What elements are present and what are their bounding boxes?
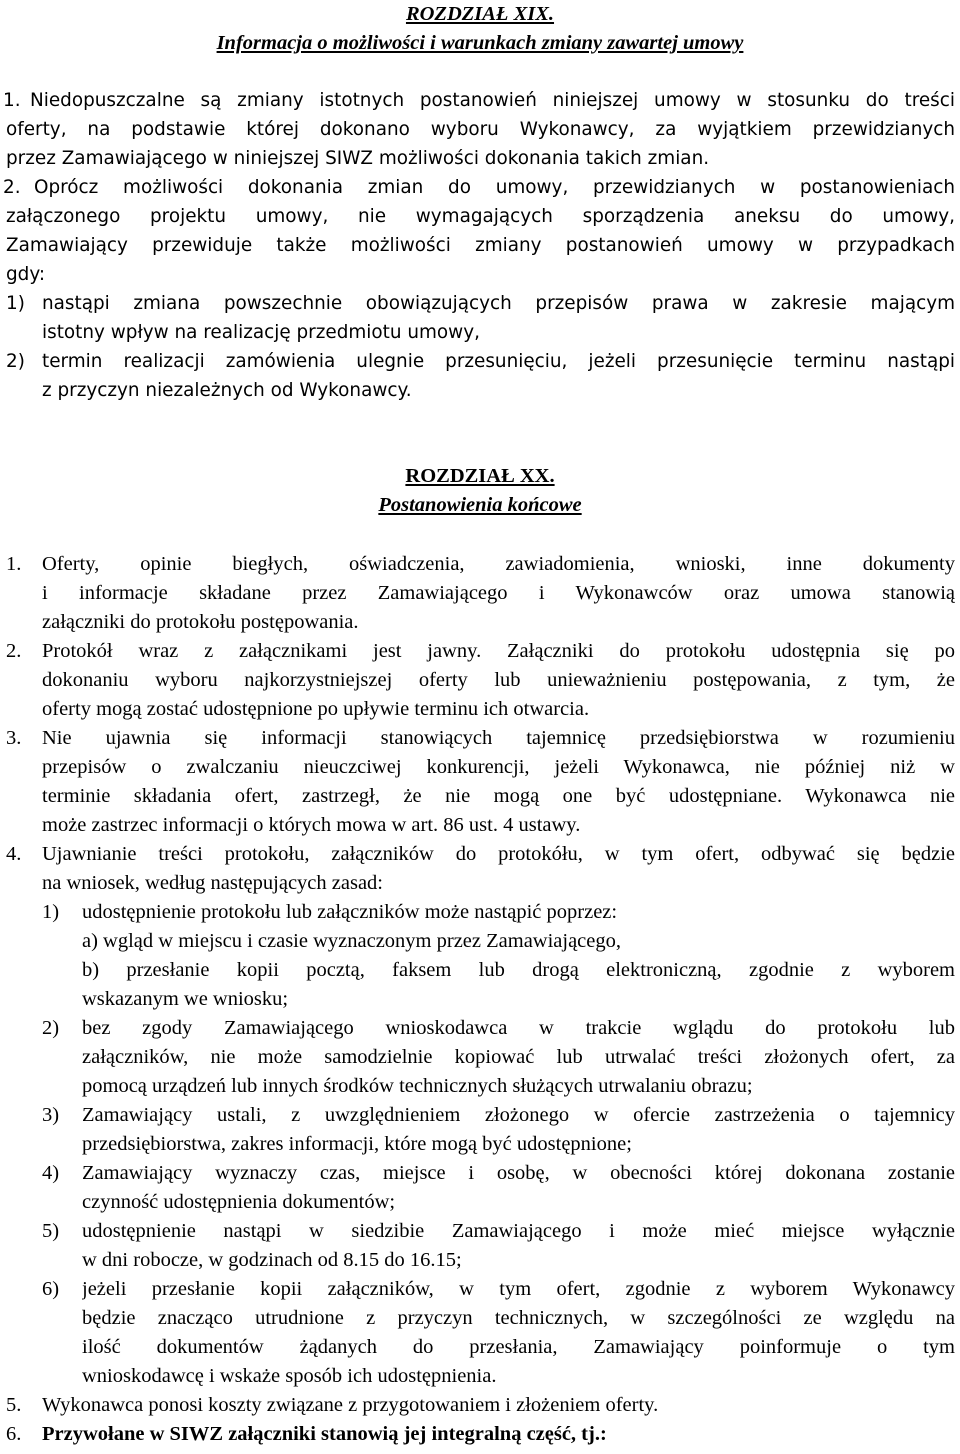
ch19-p2-item-line: istotny wpływ na realizację przedmiotu umowy,: [42, 322, 480, 343]
p4-item-line: wnioskodawcę i wskaże sposób ich udostępnienia.: [82, 1365, 497, 1387]
p4-subitem-line: a) wgląd w miejscu i czasie wyznaczonym przez Zamawiającego,: [82, 930, 622, 952]
ch20-para-line: terminie składania ofert, zastrzegł, że nie mogą one być udostępniane. Wykonawca nie: [42, 785, 955, 807]
p4-item-number: 2): [42, 1017, 60, 1039]
ch19-p2-item-number: 1): [6, 293, 25, 314]
ch19-p2-line: załączonego projektu umowy, nie wymagających sporządzenia aneksu do umowy,: [6, 206, 955, 227]
p4-item-number: 3): [42, 1104, 60, 1126]
ch20-para-line: może zastrzec informacji o których mowa w art. 86 ust. 4 ustawy.: [42, 814, 581, 836]
ch19-p2-item-line: termin realizacji zamówienia ulegnie przesunięciu, jeżeli przesunięcie terminu nastąpi: [42, 351, 955, 372]
ch20-para-number: 4.: [6, 843, 22, 865]
ch19-p2-item-number: 2): [6, 351, 25, 372]
p4-subitem-line: b) przesłanie kopii pocztą, faksem lub drogą elektroniczną, zgodnie z wyborem: [82, 959, 955, 981]
ch20-para-line: dokonaniu wyboru najkorzystniejszej oferty lub unieważnieniu postępowania, z tym, że: [42, 669, 955, 691]
p4-item-line: będzie znacząco utrudnione z przyczyn technicznych, w szczególności ze względu na: [82, 1307, 955, 1329]
ch19-p2-item-line: z przyczyn niezależnych od Wykonawcy.: [42, 380, 412, 401]
p4-item-line: jeżeli przesłanie kopii załączników, w tym ofert, zgodnie z wyborem Wykonawcy: [82, 1278, 955, 1300]
chapter-19-title: ROZDZIAŁ XIX.: [405, 3, 555, 25]
ch19-p1-number: 1.: [3, 90, 21, 111]
ch19-p1-line: oferty, na podstawie której dokonano wyboru Wykonawcy, za wyjątkiem przewidzianych: [6, 119, 955, 140]
p4-item-number: 4): [42, 1162, 60, 1184]
ch20-para-line: przepisów o zwalczaniu nieuczciwej konkurencji, jeżeli Wykonawca, nie później niż w: [42, 756, 955, 778]
ch20-para-line-bold: Przywołane w SIWZ załączniki stanowią jej integralną część, tj.:: [42, 1423, 607, 1445]
ch20-para-number: 3.: [6, 727, 22, 749]
chapter-20-title: ROZDZIAŁ XX.: [405, 465, 555, 487]
p4-item-line: Zamawiający wyznaczy czas, miejsce i osobę, w obecności której dokonana zostanie: [82, 1162, 955, 1184]
p4-item-number: 1): [42, 901, 60, 923]
p4-item-line: załączników, nie może samodzielnie kopiować lub utrwalać treści złożonych ofert, za: [82, 1046, 955, 1068]
ch19-p2-number: 2.: [3, 177, 21, 198]
p4-item-number: 5): [42, 1220, 60, 1242]
p4-item-line: pomocą urządzeń lub innych środków technicznych służących utrwalaniu obrazu;: [82, 1075, 753, 1097]
ch20-para-number: 1.: [6, 553, 22, 575]
p4-subitem-line: wskazanym we wniosku;: [82, 988, 289, 1010]
ch20-para-line: Ujawnianie treści protokołu, załączników do protokółu, w tym ofert, odbywać się będzie: [42, 843, 955, 865]
ch20-para-line: Oferty, opinie biegłych, oświadczenia, zawiadomienia, wnioski, inne dokumenty: [42, 553, 955, 575]
ch19-p2-line: gdy:: [6, 264, 46, 285]
ch19-p2-line: Zamawiający przewiduje także możliwości zmiany postanowień umowy w przypadkach: [6, 235, 955, 256]
p4-item-line: przedsiębiorstwa, zakres informacji, które mogą być udostępnione;: [82, 1133, 632, 1155]
p4-item-line: ilość dokumentów żądanych do przesłania, Zamawiający poinformuje o tym: [82, 1336, 955, 1358]
ch19-p1-line: przez Zamawiającego w niniejszej SIWZ możliwości dokonania takich zmian.: [6, 148, 710, 169]
p4-item-line: Zamawiający ustali, z uwzględnieniem złożonego w ofercie zastrzeżenia o tajemnicy: [82, 1104, 955, 1126]
p4-item-line: w dni robocze, w godzinach od 8.15 do 16.15;: [82, 1249, 462, 1271]
p4-item-line: udostępnienie protokołu lub załączników może nastąpić poprzez:: [82, 901, 618, 923]
p4-item-line: udostępnienie nastąpi w siedzibie Zamawiającego i może mieć miejsce wyłącznie: [82, 1220, 955, 1242]
ch20-para-line: Wykonawca ponosi koszty związane z przygotowaniem i złożeniem oferty.: [42, 1394, 659, 1416]
ch20-para-line: i informacje składane przez Zamawiającego i Wykonawców oraz umowa stanowią: [42, 582, 955, 604]
ch20-para-number: 6.: [6, 1423, 22, 1445]
ch20-para-line: załączniki do protokołu postępowania.: [42, 611, 359, 633]
chapter-20-subtitle: Postanowienia końcowe: [378, 494, 582, 516]
ch20-para-line: oferty mogą zostać udostępnione po upływie terminu ich otwarcia.: [42, 698, 590, 720]
ch20-para-line: Nie ujawnia się informacji stanowiących tajemnicę przedsiębiorstwa w rozumieniu: [42, 727, 955, 749]
ch20-para-line: Protokół wraz z załącznikami jest jawny. Załączniki do protokołu udostępnia się po: [42, 640, 955, 662]
p4-item-number: 6): [42, 1278, 60, 1300]
p4-item-line: czynność udostępnienia dokumentów;: [82, 1191, 396, 1213]
ch19-p1-line: Niedopuszczalne są zmiany istotnych postanowień niniejszej umowy w stosunku do treści: [30, 90, 955, 111]
chapter-19-subtitle: Informacja o możliwości i warunkach zmiany zawartej umowy: [216, 32, 744, 54]
ch19-p2-item-line: nastąpi zmiana powszechnie obowiązujących przepisów prawa w zakresie mającym: [42, 293, 955, 314]
ch20-para-number: 5.: [6, 1394, 22, 1416]
p4-item-line: bez zgody Zamawiającego wnioskodawca w trakcie wglądu do protokołu lub: [82, 1017, 955, 1039]
ch20-para-line: na wniosek, według następujących zasad:: [42, 872, 383, 894]
ch20-para-number: 2.: [6, 640, 22, 662]
ch19-p2-line: Oprócz możliwości dokonania zmian do umowy, przewidzianych w postanowieniach: [34, 177, 955, 198]
